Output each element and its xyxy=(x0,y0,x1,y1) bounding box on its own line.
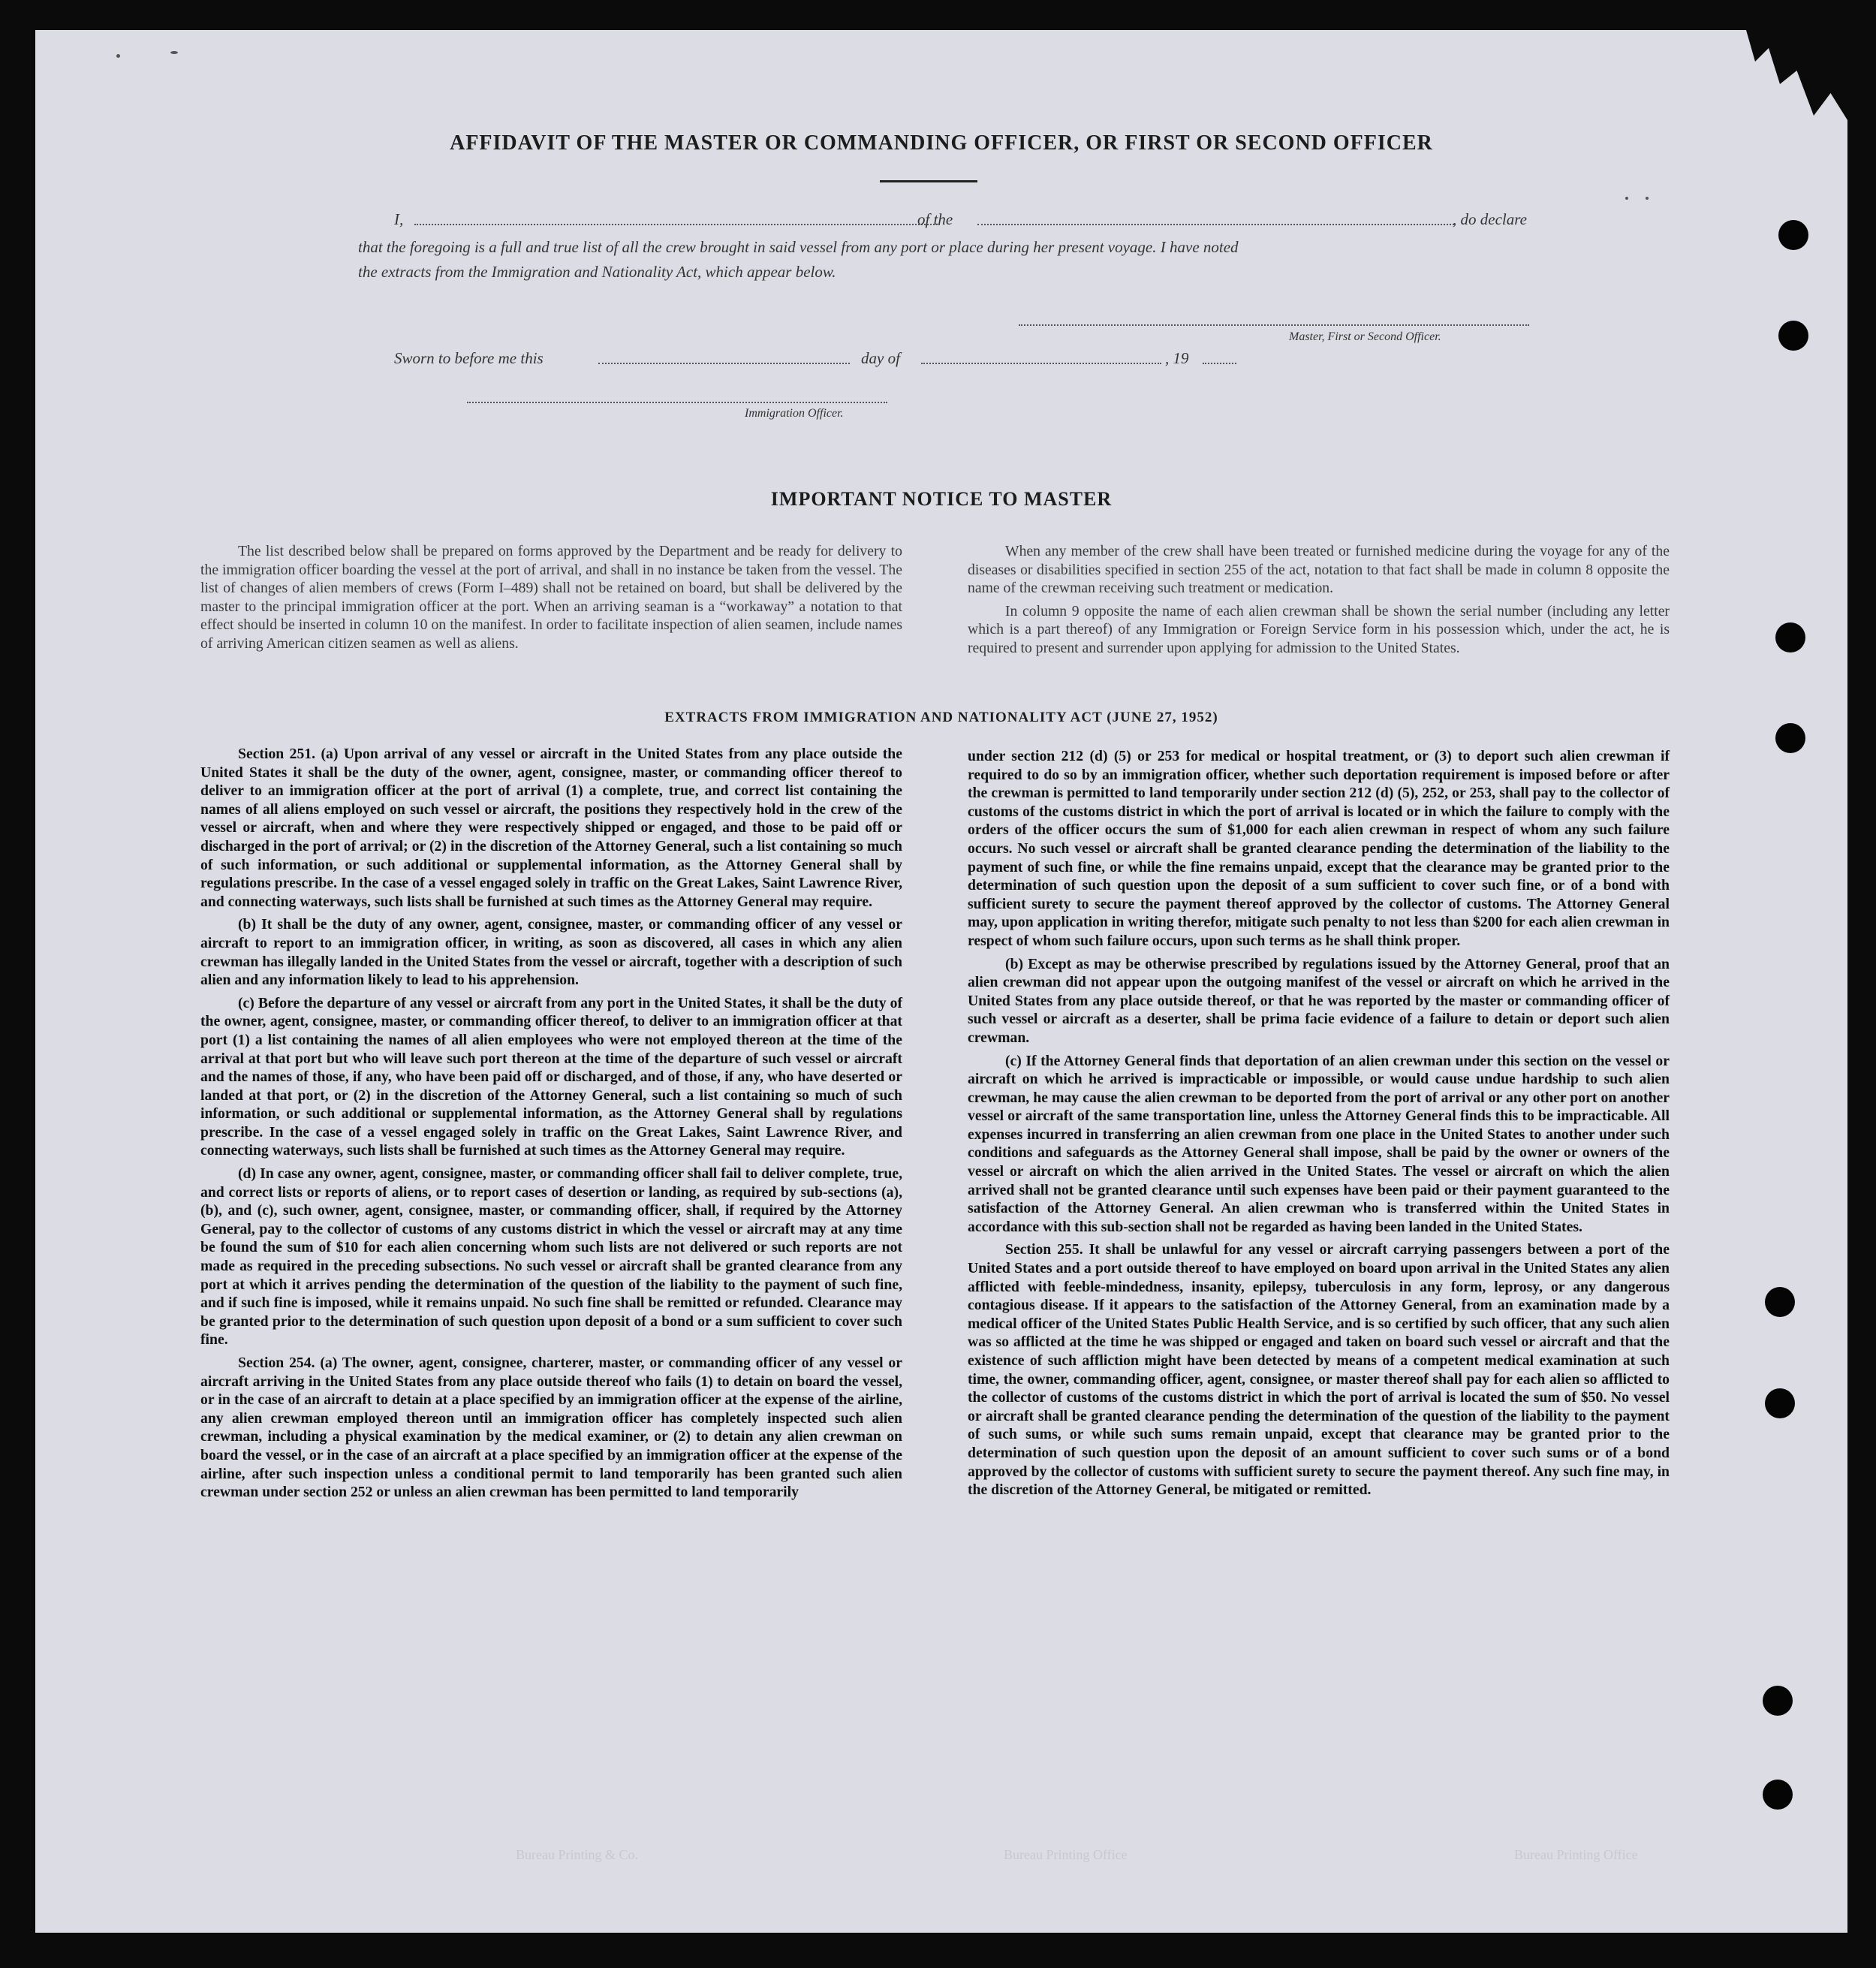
sworn-year: , 19 xyxy=(1165,349,1189,367)
affidavit-line1-start: I, xyxy=(394,210,404,228)
punch-hole xyxy=(1775,622,1805,652)
smudge-mark xyxy=(170,51,178,54)
section-251-b: (b) It shall be the duty of any owner, agent, consignee, master, or commanding officer of any vessel or aircraft to report to an immigration officer, in writing, as soon as discovered, all cases in which any alien crewman has illegally landed in the United States from the vessel or aircraft, together with a description of such alien and any information likely to lead to his apprehension. xyxy=(200,916,902,989)
affidavit-title: AFFIDAVIT OF THE MASTER OR COMMANDING OFFICER, OR FIRST OR SECOND OFFICER xyxy=(450,131,1433,155)
notice-title: IMPORTANT NOTICE TO MASTER xyxy=(770,488,1113,510)
affidavit-line1-end: , do declare xyxy=(1453,210,1527,228)
notice-right-column xyxy=(968,542,1670,662)
sworn-day-blank xyxy=(598,363,850,364)
section-254-a: Section 254. (a) The owner, agent, consignee, charterer, master, or commanding officer of any vessel or aircraft arriving in the United States from any place outside thereof who fails (1) to detain on board the vessel, or in the case of an aircraft to detain at a place specified by an immigration officer at the expense of the airline, any alien crewman employed thereon until an immigration officer has completely inspected such alien crewman, including a physical examination by the medical examiner, or (2) to detain any alien crewman on board the vessel, or in the case of an aircraft at a place specified by an immigration officer at the expense of the airline, after such inspection unless a conditional permit to land temporarily has been granted such alien crewman under section 252 or unless an alien crewman has been permitted to land temporarily xyxy=(200,1355,902,1501)
master-signature-line xyxy=(1019,324,1529,326)
smudge-mark xyxy=(1625,197,1628,200)
extracts-title: EXTRACTS FROM IMMIGRATION AND NATIONALITY ACT (JUNE 27, 1952) xyxy=(664,710,1218,725)
bleed-text-right: Bureau Printing Office xyxy=(1514,1847,1638,1862)
sworn-month-blank xyxy=(921,363,1161,364)
officer-signature-label: Immigration Officer. xyxy=(745,407,844,420)
section-251-a: Section 251. (a) Upon arrival of any vessel or aircraft in the United States from any place outside the United States it shall be the duty of the owner, agent, consignee, master, or commanding officer thereof to deliver to an immigration officer at the port of arrival (1) a complete, true, and correct list containing the names of all aliens employed on such vessel or aircraft, the positions they respectively hold in the crew of the vessel or aircraft, when and where they were respectively shipped or engaged, and those to be paid off or discharged in the port of arrival; or (2) in the discretion of the Attorney General, such a list containing so much of such information, or such additional or supplemental information, as the Attorney General shall by regulations prescribe. In the case of a vessel engaged solely in traffic on the Great Lakes, Saint Lawrence River, and connecting waterways, such lists shall be furnished at such times as the Attorney General may require. xyxy=(200,746,902,910)
punch-hole xyxy=(1778,220,1808,250)
extracts-right-column xyxy=(968,747,1670,1504)
section-254-c: (c) If the Attorney General finds that deportation of an alien crewman under this section on the vessel or aircraft on which he arrived is impracticable or impossible, or would cause undue hardship to such alien crewman, he may cause the alien crewman to be deported from the port of arrival or any other port on another vessel or aircraft of the same transportation line, unless the Attorney General finds this to be impracticable. All expenses incurred in transferring an alien crewman from one place in the United States to another under such conditions and safeguards as the Attorney General shall impose, shall be paid by the owner or owners of the vessel or aircraft on which the alien arrived in the United States. The vessel or aircraft on which the alien arrived shall not be granted clearance until such expenses have been paid or their payment guaranteed to the satisfaction of the Attorney General. An alien crewman who is transferred within the United States in accordance with this sub-section shall not be regarded as having been landed in the United States. xyxy=(968,1052,1670,1235)
extracts-left-column xyxy=(200,745,902,1506)
punch-hole xyxy=(1778,321,1808,351)
affidavit-line2: that the foregoing is a full and true list of all the crew brought in said vessel from any port or place during her present voyage. I have noted xyxy=(358,238,1239,256)
master-signature-label: Master, First or Second Officer. xyxy=(1289,330,1441,343)
section-251-c: (c) Before the departure of any vessel or aircraft from any port in the United States, it shall be the duty of the owner, agent, consignee, master, or commanding officer thereof, to deliver to an immigration officer at that port (1) a list containing the names of all alien employees who were not employed thereon at the time of the arrival at that port but who will leave such port thereon at the time of the departure of such vessel or aircraft and the names of those, if any, who have been paid off or discharged, and of those, if any, who have deserted or landed at that port, or (2) in the discretion of the Attorney General, such a list containing so much of such information, or such additional or supplemental information, as the Attorney General shall by regulations prescribe. In the case of a vessel engaged solely in traffic on the Great Lakes, Saint Lawrence River, and connecting waterways, such lists shall be furnished at such times as the Attorney General may require. xyxy=(200,994,902,1159)
notice-right-paragraph-1: When any member of the crew shall have been treated or furnished medicine during the voyage for any of the diseases or disabilities specified in section 255 of the act, notation to that fact shall be made in column 8 opposite the name of the crewman receiving such treatment or medication. xyxy=(968,543,1670,597)
sworn-day: day of xyxy=(861,349,900,367)
bleed-text-left: Bureau Printing & Co. xyxy=(516,1847,638,1862)
section-251-d: (d) In case any owner, agent, consignee, master, or commanding officer shall fail to deliver complete, true, and correct lists or reports of aliens, or to report cases of desertion or landing, as required by sub-sections (a), (b), and (c), such owner, agent, consignee, master, or commanding officer, shall, if required by the Attorney General, pay to the collector of customs of any customs district in which the vessel or aircraft may at any time be found the sum of $10 for each alien concerning whom such lists are not delivered or such reports are not made as required in the preceding subsections. No such vessel or aircraft shall be granted clearance from any port at which it arrives pending the determination of the question of the liability to the payment of such fine, and if such fine is imposed, while it remains unpaid. No such fine shall be remitted or refunded. Clearance may be granted prior to the determination of such question upon deposit of a bond or a sum sufficient to cover such fine. xyxy=(200,1165,902,1349)
notice-left-column xyxy=(200,542,902,658)
torn-corner xyxy=(1735,30,1847,120)
name-blank xyxy=(414,224,940,225)
section-254-b: (b) Except as may be otherwise prescribed by regulations issued by the Attorney General, proof that an alien crewman did not appear upon the outgoing manifest of the vessel or aircraft on which he arrived in the United States from any place outside thereof, or that he was reported by the master or commanding officer of such vessel or aircraft as a deserter, shall be prima facie evidence of a failure to detain or deport such alien crewman. xyxy=(968,955,1670,1046)
sworn-start: Sworn to before me this xyxy=(394,349,544,367)
affidavit-line1-mid: of the xyxy=(917,210,953,228)
vessel-blank xyxy=(977,224,1454,225)
punch-hole xyxy=(1763,1686,1793,1716)
smudge-mark xyxy=(1646,197,1649,200)
title-rule xyxy=(880,180,977,182)
notice-right-paragraph-2: In column 9 opposite the name of each alien crewman shall be shown the serial number (including any letter which is a part thereof) of any Immigration or Foreign Service form in his possession which, under the act, he is required to present and surrender upon applying for admission to the United States. xyxy=(968,602,1670,656)
notice-left-paragraph: The list described below shall be prepared on forms approved by the Department and be ready for delivery to the immigration officer boarding the vessel at the port of arrival, and shall in no instance be taken from the vessel. The list of changes of alien members of crews (Form I–489) shall not be retained on board, but shall be delivered by the master to the principal immigration officer at the port. When an arriving seaman is a “workaway” a notation to that effect should be inserted in column 10 on the manifest. In order to facilitate inspection of alien seamen, include names of arriving American citizen seamen as well as aliens. xyxy=(200,543,902,652)
officer-signature-line xyxy=(467,402,887,403)
punch-hole xyxy=(1763,1780,1793,1810)
punch-hole xyxy=(1765,1287,1795,1317)
bleed-text-mid: Bureau Printing Office xyxy=(1004,1847,1128,1862)
punch-hole xyxy=(1765,1388,1795,1418)
document-page xyxy=(35,30,1847,1933)
sworn-year-blank xyxy=(1203,363,1236,364)
smudge-mark xyxy=(116,54,120,58)
punch-hole xyxy=(1775,723,1805,753)
section-254-a-cont: under section 212 (d) (5) or 253 for medical or hospital treatment, or (3) to deport such alien crewman if required to do so by an immigration officer, whether such deportation requirement is imposed before or after the crewman is permitted to land temporarily under section 212 (d) (5), 252, or 253, shall pay to the collector of customs of the customs district in which the port of arrival is located or in which the failure to comply with the orders of the officer occurs the sum of $1,000 for each alien crewman in respect of whom any such failure occurs. No such vessel or aircraft shall be granted clearance pending the determination of the liability to the payment of such fine, or while the fine remains unpaid, except that the clearance may be granted prior to the determination of such question upon the deposit of a sum sufficient to cover such fine, or of a bond with sufficient surety to secure the payment thereof approved by the collector of customs. The Attorney General may, upon application in writing therefor, mitigate such penalty to not less than $200 for each alien crewman in respect of whom such failure occurs, upon such terms as he shall think proper. xyxy=(968,748,1670,949)
section-255: Section 255. It shall be unlawful for any vessel or aircraft carrying passengers between a port of the United States and a port outside thereof to have employed on board upon arrival in the United States any alien afflicted with feeble-mindedness, insanity, epilepsy, tuberculosis in any form, leprosy, or any dangerous contagious disease. If it appears to the satisfaction of the Attorney General, from an examination made by a medical officer of the United States Public Health Service, and is so certified by such officer, that any such alien was so afflicted at the time he was shipped or engaged and taken on board such vessel or aircraft and that the existence of such affliction might have been detected by means of a competent medical examination at such time, the owner, commanding officer, agent, consignee, or master thereof shall pay for each alien so afflicted to the collector of customs of the customs district in which the port of arrival is located the sum of $50. No vessel or aircraft shall be granted clearance pending the determination of the question of the liability to the payment of such sums, or while such sums remain unpaid, except that clearance may be granted prior to the determination of such question upon the deposit of an amount sufficient to cover such sums or of a bond approved by the collector of customs with sufficient surety to secure the payment thereof. Any such fine may, in the discretion of the Attorney General, be mitigated or remitted. xyxy=(968,1241,1670,1499)
affidavit-line3: the extracts from the Immigration and Nationality Act, which appear below. xyxy=(358,263,836,281)
